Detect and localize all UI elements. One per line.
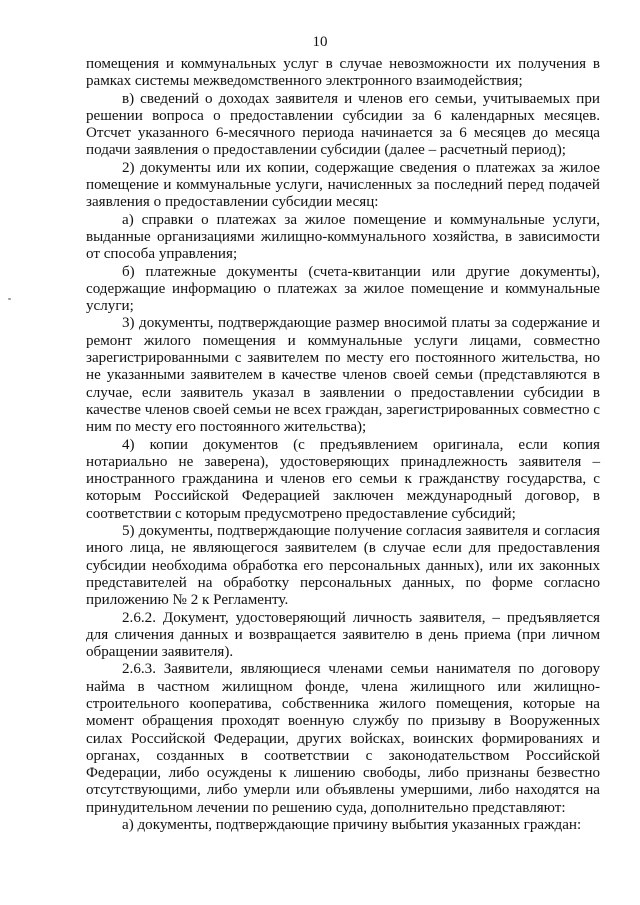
- page-number: 10: [312, 34, 328, 50]
- paragraph-item-a-final: а) документы, подтверждающие причину выбытия указанных граждан:: [122, 817, 582, 834]
- paragraph-item-2: 2) документы или их копии, содержащие сведения о платежах за жилое помещение и коммунальные услуги, начисленных за последний перед подачей заявления о предоставлении субсидии месяц:: [86, 159, 600, 211]
- paragraph-item-3: 3) документы, подтверждающие размер вносимой платы за содержание и ремонт жилого помещения и коммунальные услуги лицами, совместно зарегистрированными с заявителем по месту его постоянного жительства, но не указанными заявителем в качестве членов своей семьи (представляются в случае, если заявитель указал в заявлении о предоставлении субсидии в качестве членов своей семьи не всех граждан, зарегистрированных совместно с ним по месту его постоянного жительства);: [86, 315, 600, 436]
- document-body: [86, 56, 600, 834]
- paragraph-item-v: в) сведений о доходах заявителя и членов его семьи, учитываемых при решении вопроса о предоставлении субсидии за 6 календарных месяцев. Отсчет указанного 6-месячного периода начинается за 6 месяцев до месяца подачи заявления о предоставлении субсидии (далее – расчетный период);: [86, 90, 600, 159]
- paragraph-section-2-6-2: 2.6.2. Документ, удостоверяющий личность заявителя, – предъявляется для сличения данных и возвращается заявителю в день приема (при личном обращении заявителя).: [86, 609, 600, 661]
- scan-artifact-mark: [8, 298, 11, 300]
- paragraph-item-b: б) платежные документы (счета-квитанции или другие документы), содержащие информацию о платежах за жилое помещение и коммунальные услуги;: [86, 263, 600, 315]
- paragraph-item-a: а) справки о платежах за жилое помещение и коммунальные услуги, выданные организациями жилищно-коммунального хозяйства, в зависимости от способа управления;: [86, 211, 600, 263]
- paragraph-continuation: помещения и коммунальных услуг в случае невозможности их получения в рамках системы межведомственного электронного взаимодействия;: [86, 56, 600, 90]
- paragraph-section-2-6-3: 2.6.3. Заявители, являющиеся членами семьи нанимателя по договору найма в частном жилищном фонде, члена жилищного или жилищно-строительного кооператива, собственника жилого помещения, которые на момент обращения проходят военную службу по призыву в Вооруженных силах Российской Федерации, других войсках, воинских формированиях и органах, созданных в соответствии с законодательством Российской Федерации, либо осуждены к лишению свободы, либо признаны безвестно отсутствующими, либо умерли или объявлены умершими, либо находятся на принудительном лечении по решению суда, дополнительно представляют:: [86, 661, 600, 816]
- paragraph-item-4: 4) копии документов (с предъявлением оригинала, если копия нотариально не заверена), удостоверяющих принадлежность заявителя – иностранного гражданина и членов его семьи к гражданству государства, с которым Российской Федерацией заключен международный договор, в соответствии с которым предусмотрено предоставление субсидий;: [86, 436, 600, 522]
- paragraph-item-5: 5) документы, подтверждающие получение согласия заявителя и согласия иного лица, не являющегося заявителем (в случае если для предоставления субсидии необходима обработка его персональных данных), или их законных представителей на обработку персональных данных, по форме согласно приложению № 2 к Регламенту.: [86, 523, 600, 609]
